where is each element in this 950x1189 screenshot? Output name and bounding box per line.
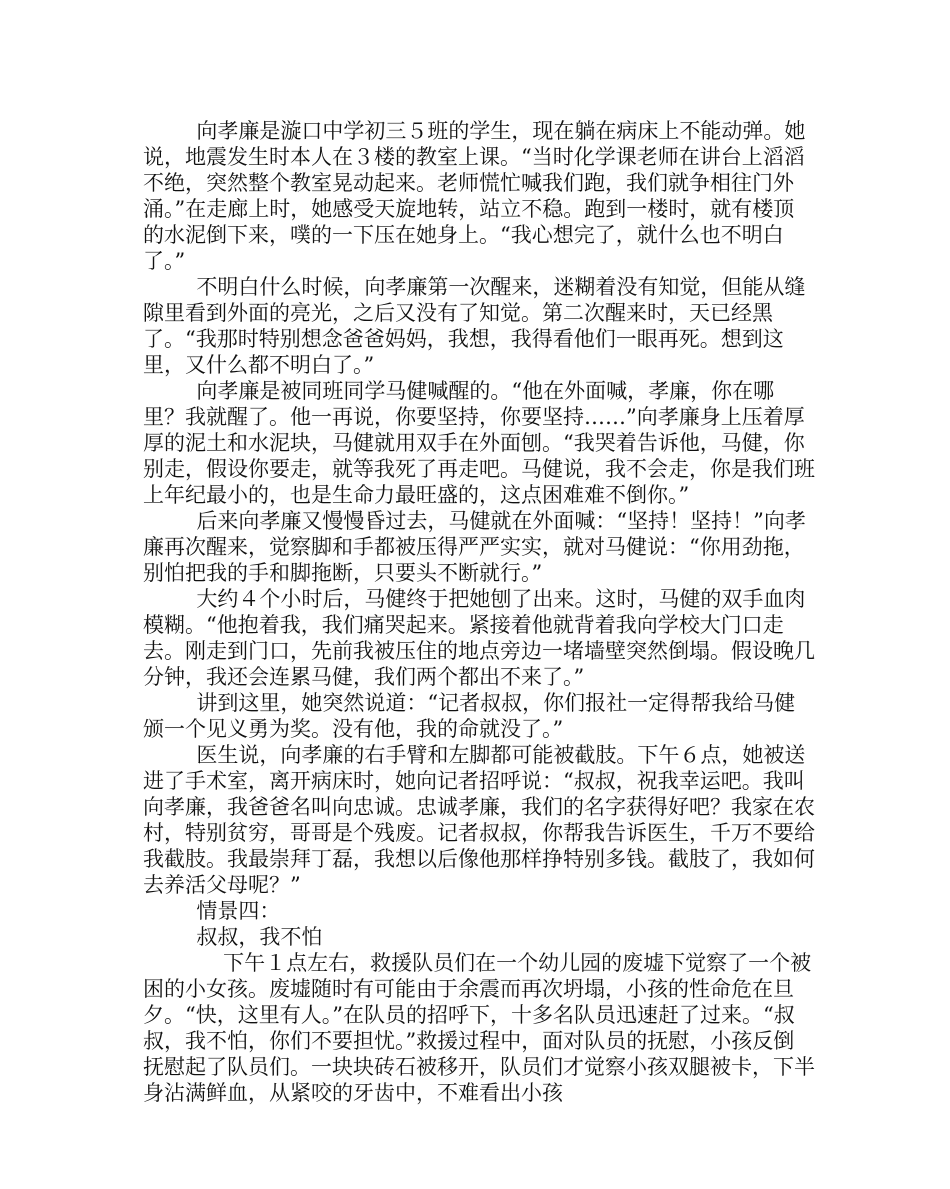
paragraph-6: 讲到这里，她突然说道：“记者叔叔，你们报社一定得帮我给马健颁一个见义勇为奖。没有他，我的命就没了。” bbox=[143, 691, 796, 741]
paragraph-5: 大约４个小时后，马健终于把她刨了出来。这时，马健的双手血肉模糊。“他抱着我，我们痛哭起来。紧接着他就背着我向学校大门口走去。刚走到门口，先前我被压住的地点旁边一堵墙壁突然倒塌。假设晚几分钟，我还会连累马健，我们两个都出不来了。” bbox=[143, 587, 815, 689]
paragraph-7: 医生说，向孝廉的右手臂和左脚都可能被截肢。下午６点，她被送进了手术室，离开病床时，她向记者招呼说：“叔叔，祝我幸运吧。我叫向孝廉，我爸爸名叫向忠诚。忠诚孝廉，我们的名字获得好吧？我家在农村，特别贫穷，哥哥是个残废。记者叔叔，你帮我告诉医生，千万不要给我截肢。我最崇拜丁磊，我想以后像他那样挣特别多钱。截肢了，我如何去养活父母呢？” bbox=[143, 743, 815, 897]
section-heading: 情景四： bbox=[143, 899, 281, 923]
paragraph-2: 不明白什么时候，向孝廉第一次醒来，迷糊着没有知觉，但能从缝隙里看到外面的亮光，之后又没有了知觉。第二次醒来时，天已经黑了。“我那时特别想念爸爸妈妈，我想，我得看他们一眼再死。想到这里，又什么都不明白了。” bbox=[143, 275, 806, 377]
section-subtitle: 叔叔，我不怕 bbox=[143, 925, 323, 949]
paragraph-8: 下午１点左右，救援队员们在一个幼儿园的废墟下觉察了一个被困的小女孩。废墟随时有可能由于余震而再次坍塌，小孩的性命危在旦夕。“快，这里有人。”在队员的招呼下，十多名队员迅速赶了过来。“叔叔，我不怕，你们不要担忧。”救援过程中，面对队员的抚慰，小孩反倒抚慰起了队员们。一块块砖石被移开，队员们才觉察小孩双腿被卡，下半身沾满鲜血，从紧咬的牙齿中，不难看出小孩 bbox=[143, 951, 815, 1105]
paragraph-3: 向孝廉是被同班同学马健喊醒的。“他在外面喊，孝廉，你在哪里？我就醒了。他一再说，你要坚持，你要坚持……”向孝廉身上压着厚厚的泥土和水泥块，马健就用双手在外面刨。“我哭着告诉他，马健，你别走，假设你要走，就等我死了再走吧。马健说，我不会走，你是我们班上年纪最小的，也是生命力最旺盛的，这点困难难不倒你。” bbox=[143, 379, 815, 507]
paragraph-1: 向孝廉是漩口中学初三５班的学生，现在躺在病床上不能动弹。她说，地震发生时本人在３楼的教室上课。“当时化学课老师在讲台上滔滔不绝，突然整个教室晃动起来。老师慌忙喊我们跑，我们就争相往门外涌。”在走廊上时，她感受天旋地转，站立不稳。跑到一楼时，就有楼顶的水泥倒下来，噗的一下压在她身上。“我心想完了，就什么也不明白了。” bbox=[143, 119, 806, 273]
paragraph-4: 后来向孝廉又慢慢昏过去，马健就在外面喊：“坚持！坚持！”向孝廉再次醒来，觉察脚和手都被压得严严实实，就对马健说：“你用劲拖，别怕把我的手和脚拖断，只要头不断就行。” bbox=[143, 509, 806, 585]
article-body bbox=[143, 118, 815, 1106]
